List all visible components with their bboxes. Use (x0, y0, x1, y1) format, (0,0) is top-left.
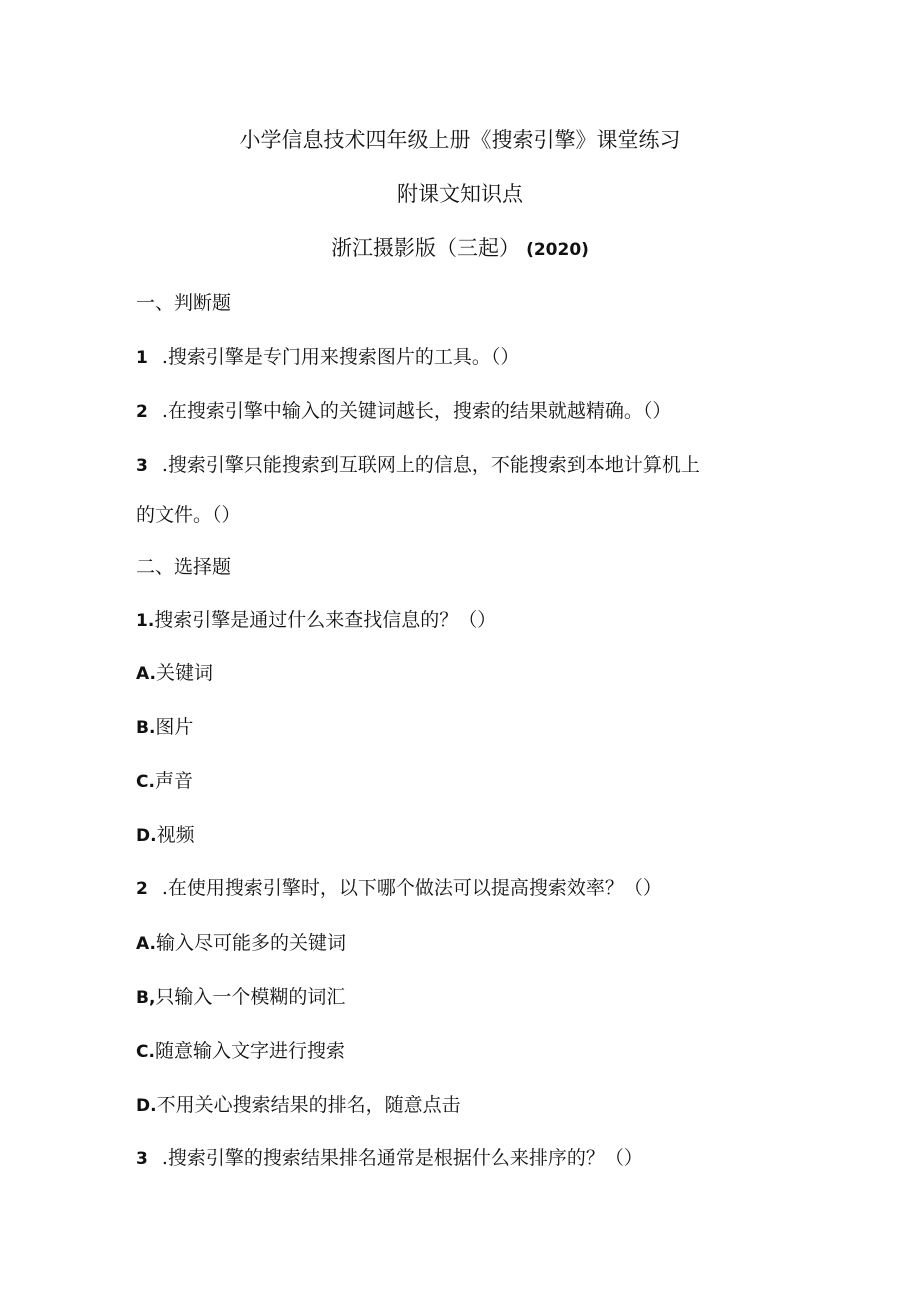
mc-q2-option-d (136, 1090, 461, 1117)
question-text: .搜索引擎是专门用来搜索图片的工具。（） (161, 346, 520, 368)
option-text: 只输入一个模糊的词汇 (155, 986, 346, 1008)
question-text: .搜索引擎的搜索结果排名通常是根据什么来排序的？（） (161, 1147, 643, 1169)
mc-q1-option-a (136, 658, 213, 685)
option-label: C. (136, 1042, 155, 1062)
option-text: 随意输入文字进行搜索 (154, 1040, 345, 1062)
section-heading-multiple-choice: 二、选择题 (136, 556, 232, 578)
question-number: 3 (136, 1149, 148, 1169)
question-text: .在搜索引擎中输入的关键词越长，搜索的结果就越精确。（） (161, 400, 672, 422)
mc-question-2 (136, 873, 662, 900)
option-text: 图片 (155, 716, 194, 738)
option-label: A. (136, 934, 156, 954)
question-number: 3 (136, 456, 148, 476)
question-number: 2 (136, 879, 148, 899)
option-label: A. (136, 664, 156, 684)
document-edition (0, 232, 920, 262)
tf-question-1 (136, 342, 519, 369)
mc-question-3 (136, 1143, 643, 1170)
option-text: 不用关心搜索结果的排名，随意点击 (156, 1094, 461, 1116)
option-text: 声音 (154, 770, 193, 792)
mc-question-1 (136, 605, 496, 632)
mc-q2-option-b (136, 982, 345, 1009)
option-text: 输入尽可能多的关键词 (155, 932, 346, 954)
tf-question-2 (136, 396, 671, 423)
option-label: D. (136, 826, 157, 846)
question-text: .在使用搜索引擎时，以下哪个做法可以提高搜索效率？（） (161, 877, 662, 899)
document-subtitle: 附课文知识点 (397, 182, 523, 206)
option-label: D. (136, 1096, 157, 1116)
tf-question-3-continued: 的文件。（） (136, 504, 241, 526)
option-label: B. (136, 718, 156, 738)
document-title: 小学信息技术四年级上册《搜索引擎》课堂练习 (239, 128, 681, 152)
question-text: 搜索引擎是通过什么来查找信息的？（） (154, 609, 497, 631)
edition-name: 浙江摄影版（三起） (331, 236, 521, 260)
section-heading-true-false: 一、判断题 (136, 292, 232, 314)
question-number: 1. (136, 611, 155, 631)
mc-q2-option-c (136, 1036, 345, 1063)
option-text: 视频 (156, 824, 195, 846)
mc-q1-option-d (136, 820, 195, 847)
mc-q1-option-b (136, 712, 193, 739)
question-number: 2 (136, 402, 148, 422)
edition-year: (2020) (526, 240, 589, 260)
mc-q1-option-c (136, 766, 193, 793)
option-label: C. (136, 772, 155, 792)
option-text: 关键词 (155, 662, 213, 684)
option-label: B, (136, 988, 156, 1008)
mc-q2-option-a (136, 928, 346, 955)
tf-question-3 (136, 450, 700, 477)
question-number: 1 (136, 348, 148, 368)
question-text: .搜索引擎只能搜索到互联网上的信息，不能搜索到本地计算机上 (161, 454, 700, 476)
